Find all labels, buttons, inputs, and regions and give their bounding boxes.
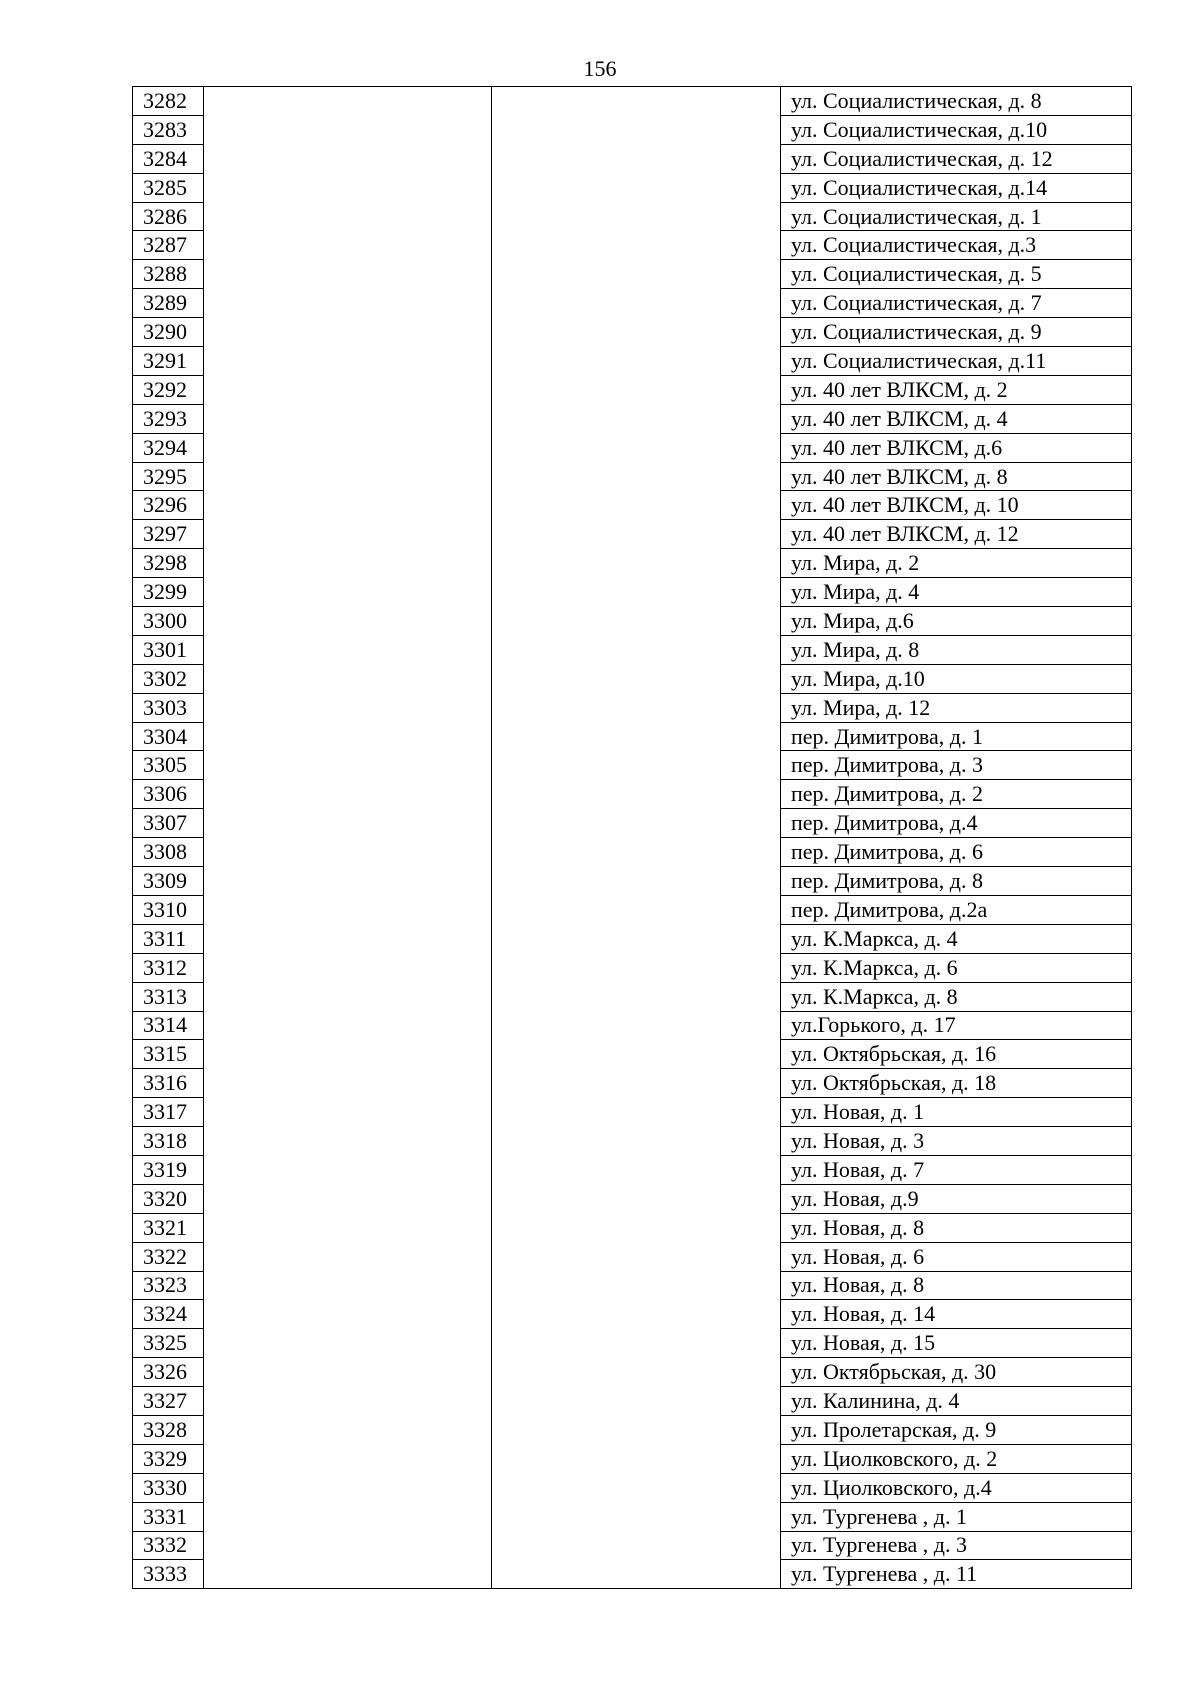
row-number: 3333 bbox=[133, 1560, 204, 1589]
row-number: 3285 bbox=[133, 173, 204, 202]
row-number: 3290 bbox=[133, 318, 204, 347]
row-number: 3284 bbox=[133, 144, 204, 173]
row-number: 3291 bbox=[133, 347, 204, 376]
row-number: 3318 bbox=[133, 1127, 204, 1156]
address-table bbox=[132, 86, 1132, 1589]
address-cell: ул. Новая, д. 1 bbox=[781, 1098, 1132, 1127]
address-cell: ул. Социалистическая, д. 1 bbox=[781, 202, 1132, 231]
row-number: 3292 bbox=[133, 375, 204, 404]
row-number: 3311 bbox=[133, 924, 204, 953]
address-cell: ул. Социалистическая, д. 12 bbox=[781, 144, 1132, 173]
row-number: 3324 bbox=[133, 1300, 204, 1329]
address-cell: ул. Социалистическая, д. 5 bbox=[781, 260, 1132, 289]
address-cell: ул. Мира, д. 2 bbox=[781, 549, 1132, 578]
merged-empty-cell bbox=[204, 87, 492, 1589]
row-number: 3322 bbox=[133, 1242, 204, 1271]
address-cell: ул. Циолковского, д. 2 bbox=[781, 1444, 1132, 1473]
row-number: 3299 bbox=[133, 578, 204, 607]
address-cell: ул. 40 лет ВЛКСМ, д. 2 bbox=[781, 375, 1132, 404]
row-number: 3293 bbox=[133, 404, 204, 433]
address-cell: ул. К.Маркса, д. 4 bbox=[781, 924, 1132, 953]
row-number: 3315 bbox=[133, 1040, 204, 1069]
address-cell: пер. Димитрова, д. 3 bbox=[781, 751, 1132, 780]
address-cell: ул. Октябрьская, д. 30 bbox=[781, 1358, 1132, 1387]
row-number: 3288 bbox=[133, 260, 204, 289]
address-cell: ул. Мира, д. 4 bbox=[781, 578, 1132, 607]
address-cell: ул. Социалистическая, д.14 bbox=[781, 173, 1132, 202]
row-number: 3317 bbox=[133, 1098, 204, 1127]
address-cell: ул. Новая, д. 8 bbox=[781, 1271, 1132, 1300]
table-row bbox=[133, 87, 1132, 116]
address-cell: ул.Горького, д. 17 bbox=[781, 1011, 1132, 1040]
row-number: 3323 bbox=[133, 1271, 204, 1300]
row-number: 3330 bbox=[133, 1473, 204, 1502]
address-cell: ул. Мира, д.10 bbox=[781, 664, 1132, 693]
row-number: 3319 bbox=[133, 1155, 204, 1184]
merged-empty-cell bbox=[492, 87, 781, 1589]
address-cell: ул. Социалистическая, д.3 bbox=[781, 231, 1132, 260]
address-cell: пер. Димитрова, д. 1 bbox=[781, 722, 1132, 751]
address-cell: ул. 40 лет ВЛКСМ, д. 8 bbox=[781, 462, 1132, 491]
address-cell: ул. Социалистическая, д.10 bbox=[781, 115, 1132, 144]
row-number: 3313 bbox=[133, 982, 204, 1011]
address-cell: ул. Новая, д. 7 bbox=[781, 1155, 1132, 1184]
row-number: 3303 bbox=[133, 693, 204, 722]
row-number: 3283 bbox=[133, 115, 204, 144]
row-number: 3302 bbox=[133, 664, 204, 693]
address-cell: ул. 40 лет ВЛКСМ, д. 4 bbox=[781, 404, 1132, 433]
address-cell: ул. Тургенева , д. 1 bbox=[781, 1502, 1132, 1531]
row-number: 3321 bbox=[133, 1213, 204, 1242]
row-number: 3314 bbox=[133, 1011, 204, 1040]
row-number: 3296 bbox=[133, 491, 204, 520]
row-number: 3310 bbox=[133, 895, 204, 924]
address-cell: ул. Циолковского, д.4 bbox=[781, 1473, 1132, 1502]
address-cell: ул. Мира, д. 8 bbox=[781, 635, 1132, 664]
address-cell: ул. Социалистическая, д. 8 bbox=[781, 87, 1132, 116]
row-number: 3287 bbox=[133, 231, 204, 260]
row-number: 3325 bbox=[133, 1329, 204, 1358]
row-number: 3309 bbox=[133, 867, 204, 896]
address-cell: ул. Новая, д. 15 bbox=[781, 1329, 1132, 1358]
row-number: 3328 bbox=[133, 1415, 204, 1444]
address-cell: пер. Димитрова, д. 8 bbox=[781, 867, 1132, 896]
row-number: 3331 bbox=[133, 1502, 204, 1531]
row-number: 3332 bbox=[133, 1531, 204, 1560]
address-cell: ул. Октябрьская, д. 16 bbox=[781, 1040, 1132, 1069]
row-number: 3298 bbox=[133, 549, 204, 578]
address-cell: ул. Тургенева , д. 11 bbox=[781, 1560, 1132, 1589]
row-number: 3286 bbox=[133, 202, 204, 231]
address-cell: ул. Мира, д.6 bbox=[781, 607, 1132, 636]
row-number: 3300 bbox=[133, 607, 204, 636]
address-cell: ул. Мира, д. 12 bbox=[781, 693, 1132, 722]
address-cell: ул. Новая, д. 14 bbox=[781, 1300, 1132, 1329]
address-cell: ул. 40 лет ВЛКСМ, д.6 bbox=[781, 433, 1132, 462]
address-cell: пер. Димитрова, д.4 bbox=[781, 809, 1132, 838]
address-cell: ул. Социалистическая, д.11 bbox=[781, 347, 1132, 376]
address-cell: пер. Димитрова, д.2а bbox=[781, 895, 1132, 924]
row-number: 3312 bbox=[133, 953, 204, 982]
address-cell: ул. Новая, д. 6 bbox=[781, 1242, 1132, 1271]
address-cell: ул. Калинина, д. 4 bbox=[781, 1387, 1132, 1416]
address-cell: ул. 40 лет ВЛКСМ, д. 10 bbox=[781, 491, 1132, 520]
address-cell: ул. Социалистическая, д. 9 bbox=[781, 318, 1132, 347]
address-cell: ул. К.Маркса, д. 6 bbox=[781, 953, 1132, 982]
row-number: 3301 bbox=[133, 635, 204, 664]
row-number: 3326 bbox=[133, 1358, 204, 1387]
address-cell: ул. Новая, д.9 bbox=[781, 1184, 1132, 1213]
row-number: 3329 bbox=[133, 1444, 204, 1473]
address-cell: ул. Социалистическая, д. 7 bbox=[781, 289, 1132, 318]
row-number: 3289 bbox=[133, 289, 204, 318]
row-number: 3297 bbox=[133, 520, 204, 549]
row-number: 3295 bbox=[133, 462, 204, 491]
address-cell: ул. К.Маркса, д. 8 bbox=[781, 982, 1132, 1011]
address-cell: ул. Пролетарская, д. 9 bbox=[781, 1415, 1132, 1444]
address-cell: ул. Октябрьская, д. 18 bbox=[781, 1069, 1132, 1098]
address-table-body bbox=[133, 87, 1132, 1589]
row-number: 3306 bbox=[133, 780, 204, 809]
row-number: 3294 bbox=[133, 433, 204, 462]
row-number: 3327 bbox=[133, 1387, 204, 1416]
page-number: 156 bbox=[583, 56, 617, 81]
row-number: 3304 bbox=[133, 722, 204, 751]
row-number: 3305 bbox=[133, 751, 204, 780]
address-cell: ул. 40 лет ВЛКСМ, д. 12 bbox=[781, 520, 1132, 549]
address-cell: ул. Новая, д. 3 bbox=[781, 1127, 1132, 1156]
address-cell: ул. Тургенева , д. 3 bbox=[781, 1531, 1132, 1560]
address-cell: пер. Димитрова, д. 2 bbox=[781, 780, 1132, 809]
row-number: 3320 bbox=[133, 1184, 204, 1213]
row-number: 3308 bbox=[133, 838, 204, 867]
row-number: 3282 bbox=[133, 87, 204, 116]
address-cell: пер. Димитрова, д. 6 bbox=[781, 838, 1132, 867]
row-number: 3316 bbox=[133, 1069, 204, 1098]
row-number: 3307 bbox=[133, 809, 204, 838]
address-cell: ул. Новая, д. 8 bbox=[781, 1213, 1132, 1242]
